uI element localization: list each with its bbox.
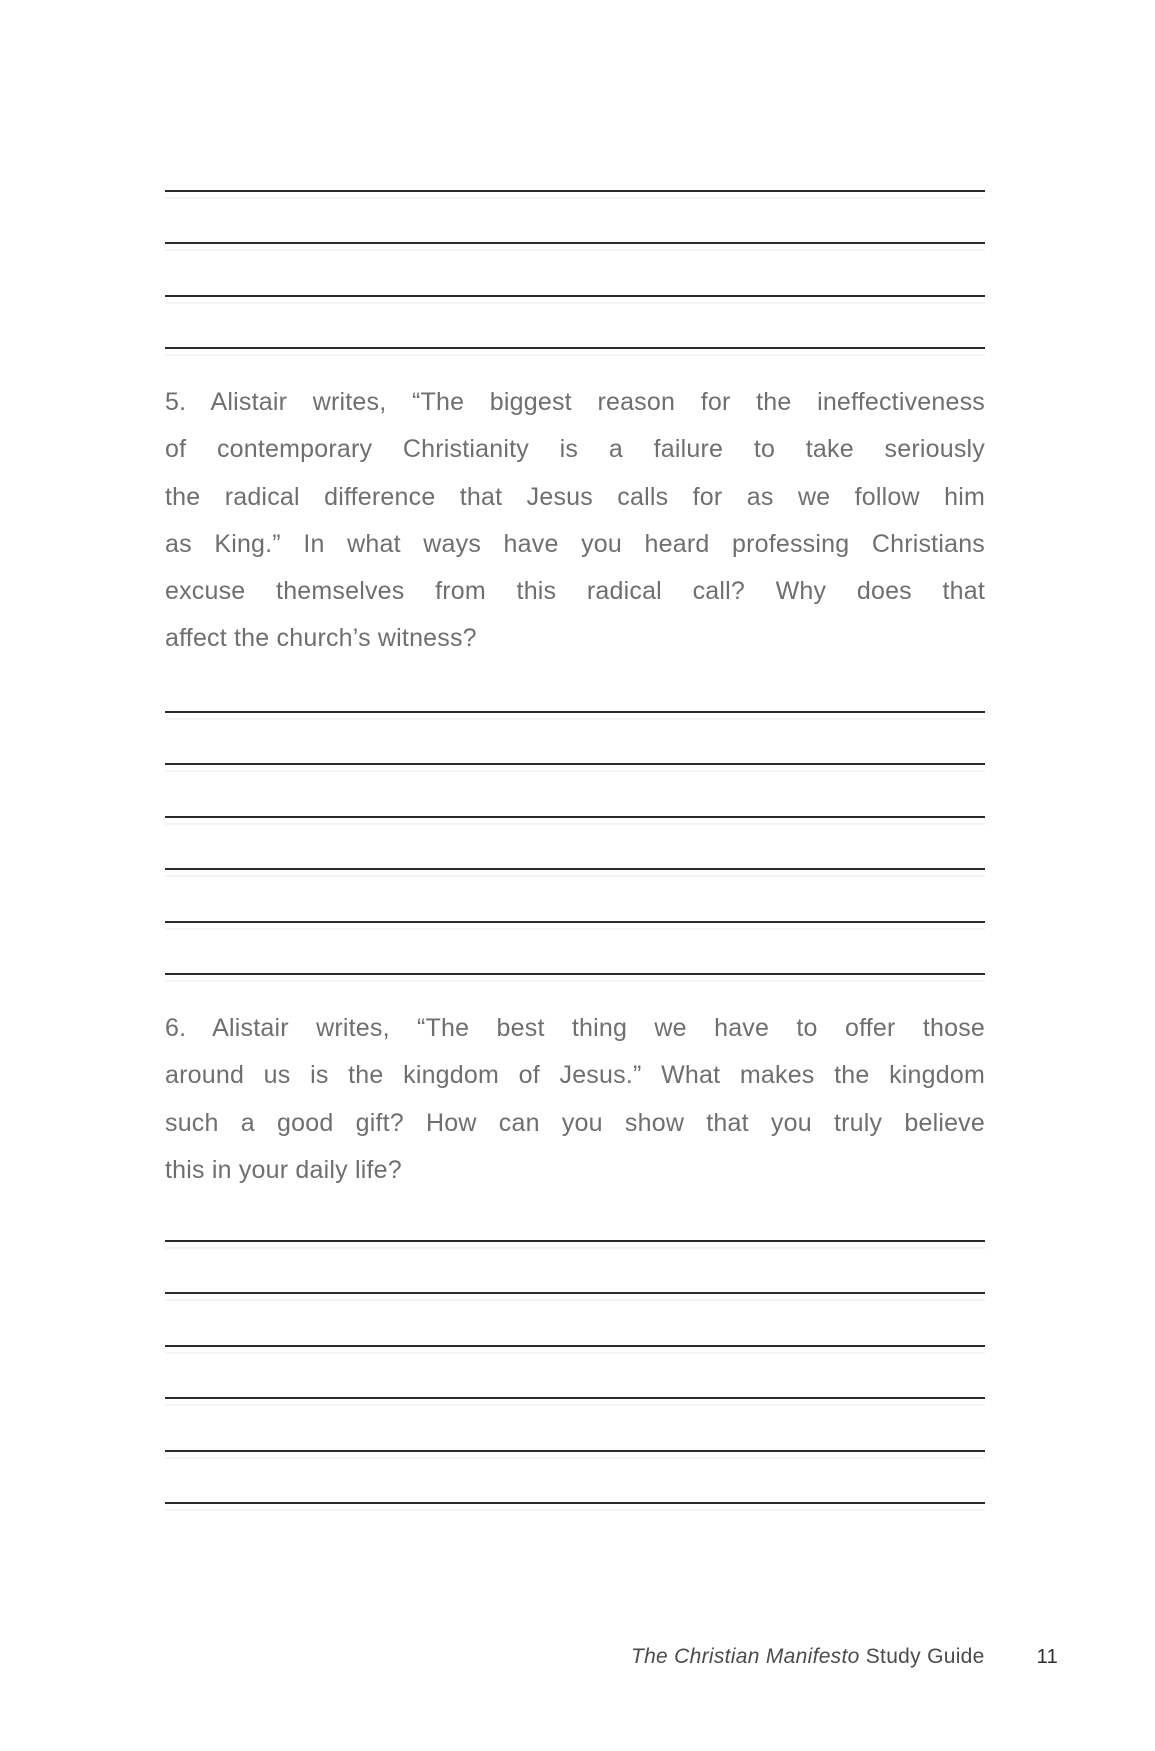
question-5-line: the radical difference that Jesus calls for as we follow him — [165, 482, 985, 511]
answer-line — [165, 711, 985, 713]
question-5-line: of contemporary Christianity is a failure to take seriously — [165, 435, 985, 464]
answer-line — [165, 1345, 985, 1347]
answer-line — [165, 242, 985, 244]
answer-line — [165, 1502, 985, 1504]
answer-lines-question-6 — [165, 1240, 985, 1504]
question-5-text — [165, 379, 985, 663]
answer-line — [165, 190, 985, 192]
footer-title — [631, 1645, 985, 1669]
question-5-line: 5. Alistair writes, “The biggest reason for the ineffectiveness — [165, 388, 985, 416]
question-5-line: affect the church’s witness? — [165, 624, 477, 653]
question-5-line: as King.” In what ways have you heard professing Christians — [165, 529, 985, 558]
answer-line — [165, 763, 985, 765]
book-title: The Christian Manifesto — [630, 1645, 860, 1668]
answer-line — [165, 816, 985, 818]
answer-line — [165, 1240, 985, 1242]
question-6-line: around us is the kingdom of Jesus.” What makes the kingdom — [165, 1061, 985, 1090]
page-footer — [165, 1645, 1058, 1669]
answer-lines-top — [165, 190, 985, 349]
question-6-line: such a good gift? How can you show that you truly believe — [165, 1108, 985, 1137]
question-6-line: this in your daily life? — [165, 1155, 402, 1184]
answer-line — [165, 973, 985, 975]
answer-line — [165, 868, 985, 870]
answer-lines-question-5 — [165, 711, 985, 975]
question-5-line: excuse themselves from this radical call? Why does that — [165, 577, 985, 606]
answer-line — [165, 1292, 985, 1294]
page-number: 11 — [1036, 1646, 1058, 1668]
answer-line — [165, 347, 985, 349]
answer-line — [165, 921, 985, 923]
answer-line — [165, 1397, 985, 1399]
question-6-line: 6. Alistair writes, “The best thing we have to offer those — [165, 1014, 985, 1042]
answer-line — [165, 295, 985, 297]
guide-label: Study Guide — [865, 1645, 985, 1668]
question-6-text — [165, 1005, 985, 1194]
answer-line — [165, 1450, 985, 1452]
